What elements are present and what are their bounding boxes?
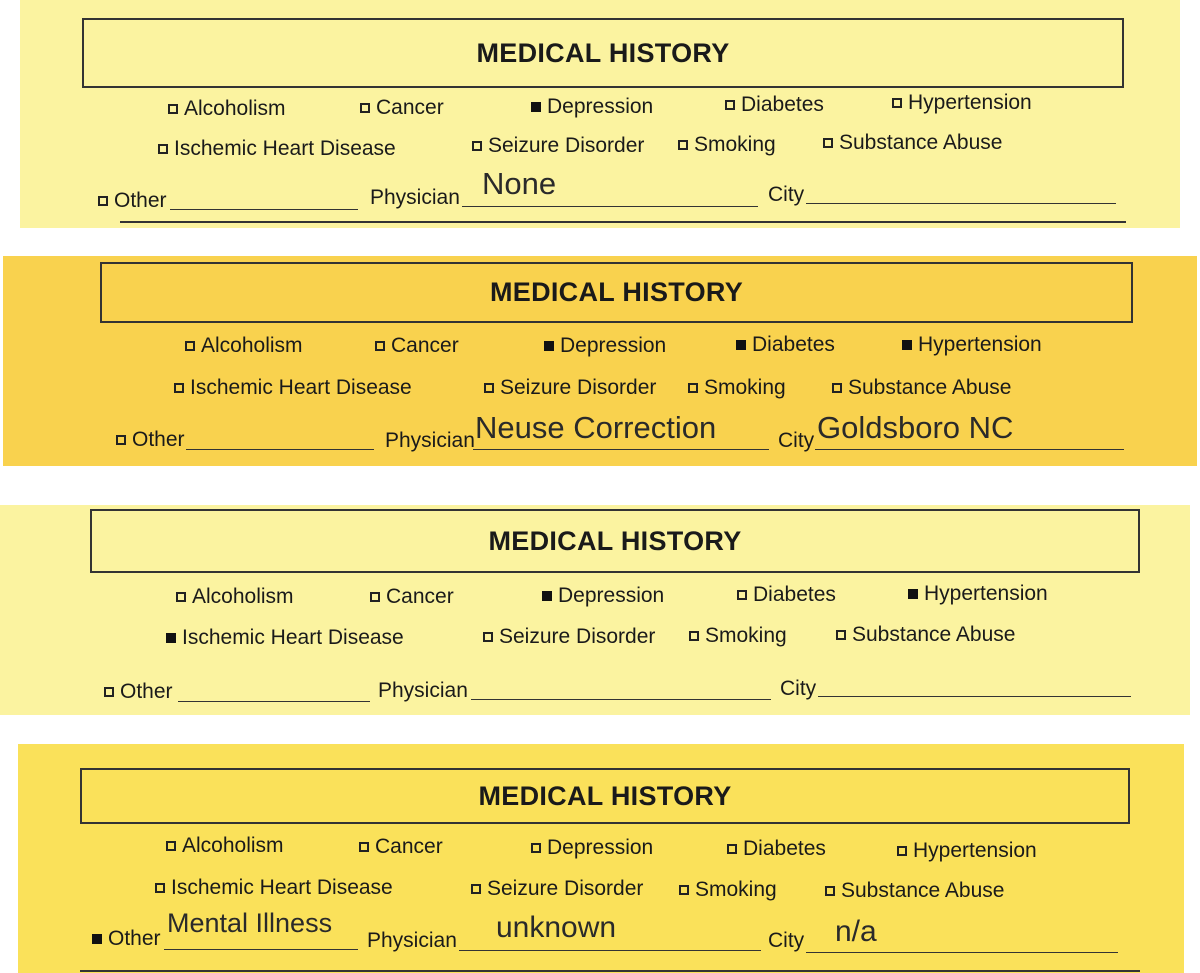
checkbox-icon[interactable]: [98, 196, 108, 206]
checkbox-icon[interactable]: [104, 687, 114, 697]
physician-line: [462, 206, 758, 207]
option-label: Depression: [547, 95, 654, 118]
city-line: [818, 696, 1131, 697]
option-label: Alcoholism: [192, 585, 294, 608]
option-label: Ischemic Heart Disease: [174, 137, 396, 160]
checkbox-smoking[interactable]: [689, 624, 787, 648]
checkbox-cancer[interactable]: [360, 96, 444, 120]
medical-history-form-2: [3, 256, 1197, 466]
other-line: [164, 949, 358, 950]
section-title: MEDICAL HISTORY: [80, 768, 1130, 824]
option-label: Seizure Disorder: [499, 625, 656, 648]
checkbox-icon[interactable]: [166, 841, 176, 851]
checkbox-cancer[interactable]: [375, 334, 459, 358]
section-title: MEDICAL HISTORY: [100, 262, 1133, 323]
city-value[interactable]: n/a: [835, 915, 877, 948]
other-line: [170, 209, 358, 210]
option-label: Diabetes: [741, 93, 824, 116]
option-label: Other: [108, 927, 161, 950]
physician-value[interactable]: None: [482, 166, 557, 201]
checkbox-alcoholism[interactable]: [176, 585, 294, 609]
checkbox-icon[interactable]: [155, 883, 165, 893]
city-label: City: [780, 677, 817, 700]
option-label: Substance Abuse: [841, 879, 1005, 902]
checkbox-substance-abuse[interactable]: [823, 131, 1002, 155]
option-label: Depression: [547, 836, 654, 859]
option-label: Smoking: [705, 624, 787, 647]
checkbox-smoking[interactable]: [678, 133, 776, 157]
section-title: MEDICAL HISTORY: [82, 18, 1124, 88]
checkbox-icon[interactable]: [892, 98, 902, 108]
checkbox-diabetes[interactable]: [737, 583, 836, 607]
option-label: Cancer: [386, 585, 454, 608]
checkbox-hypertension[interactable]: [897, 839, 1037, 863]
checkbox-icon[interactable]: [359, 842, 369, 852]
option-label: Smoking: [695, 878, 777, 901]
option-label: Alcoholism: [184, 97, 286, 120]
checkbox-icon[interactable]: [832, 383, 842, 393]
physician-line: [459, 950, 761, 951]
checkbox-icon[interactable]: [737, 590, 747, 600]
physician-line: [473, 449, 769, 450]
checkbox-icon[interactable]: [902, 340, 912, 350]
checkbox-depression[interactable]: [531, 95, 653, 119]
option-label: Ischemic Heart Disease: [190, 376, 412, 399]
checkbox-cancer[interactable]: [370, 585, 454, 609]
physician-label: Physician: [385, 429, 475, 452]
medical-history-form-1: [20, 0, 1180, 228]
checkbox-icon[interactable]: [484, 383, 494, 393]
checkbox-icon[interactable]: [360, 103, 370, 113]
checkbox-seizure-disorder[interactable]: [472, 134, 644, 158]
checkbox-hypertension[interactable]: [892, 91, 1032, 115]
option-label: Other: [114, 189, 167, 212]
checkbox-alcoholism[interactable]: [166, 834, 284, 858]
option-label: Substance Abuse: [839, 131, 1003, 154]
city-label: City: [768, 183, 805, 206]
checkbox-icon[interactable]: [166, 633, 176, 643]
option-label: Hypertension: [913, 839, 1037, 862]
checkbox-icon[interactable]: [836, 630, 846, 640]
option-label: Other: [120, 680, 173, 703]
option-label: Cancer: [391, 334, 459, 357]
option-label: Cancer: [375, 835, 443, 858]
option-label: Smoking: [694, 133, 776, 156]
checkbox-icon[interactable]: [471, 884, 481, 894]
section-title: MEDICAL HISTORY: [90, 509, 1140, 573]
checkbox-substance-abuse[interactable]: [832, 376, 1011, 400]
checkbox-icon[interactable]: [678, 140, 688, 150]
checkbox-icon[interactable]: [679, 885, 689, 895]
checkbox-icon[interactable]: [116, 435, 126, 445]
checkbox-ischemic-heart-disease[interactable]: [155, 876, 393, 900]
physician-line: [471, 699, 771, 700]
checkbox-icon[interactable]: [689, 631, 699, 641]
checkbox-seizure-disorder[interactable]: [483, 625, 655, 649]
medical-history-form-3: [0, 505, 1190, 715]
checkbox-substance-abuse[interactable]: [836, 623, 1015, 647]
checkbox-icon[interactable]: [174, 383, 184, 393]
checkbox-icon[interactable]: [727, 844, 737, 854]
checkbox-icon[interactable]: [472, 141, 482, 151]
physician-label: Physician: [370, 186, 460, 209]
checkbox-ischemic-heart-disease[interactable]: [174, 376, 412, 400]
checkbox-icon[interactable]: [725, 100, 735, 110]
option-label: Other: [132, 428, 185, 451]
option-label: Depression: [560, 334, 667, 357]
checkbox-icon[interactable]: [531, 843, 541, 853]
checkbox-alcoholism[interactable]: [185, 334, 303, 358]
checkbox-icon[interactable]: [158, 144, 168, 154]
checkbox-icon[interactable]: [92, 934, 102, 944]
option-label: Ischemic Heart Disease: [182, 626, 404, 649]
checkbox-seizure-disorder[interactable]: [471, 877, 643, 901]
option-label: Substance Abuse: [852, 623, 1016, 646]
option-label: Diabetes: [753, 583, 836, 606]
city-line: [815, 449, 1124, 450]
checkbox-icon[interactable]: [736, 340, 746, 350]
option-label: Alcoholism: [182, 834, 284, 857]
checkbox-icon[interactable]: [370, 592, 380, 602]
option-label: Cancer: [376, 96, 444, 119]
option-label: Seizure Disorder: [500, 376, 657, 399]
checkbox-substance-abuse[interactable]: [825, 879, 1004, 903]
checkbox-other[interactable]: [92, 927, 161, 951]
checkbox-hypertension[interactable]: [908, 582, 1048, 606]
option-label: Depression: [558, 584, 665, 607]
checkbox-icon[interactable]: [531, 102, 541, 112]
checkbox-other[interactable]: [116, 428, 185, 452]
checkbox-other[interactable]: [104, 680, 173, 704]
physician-label: Physician: [367, 929, 457, 952]
checkbox-cancer[interactable]: [359, 835, 443, 859]
physician-value[interactable]: unknown: [496, 911, 617, 944]
checkbox-ischemic-heart-disease[interactable]: [166, 626, 404, 650]
checkbox-icon[interactable]: [375, 341, 385, 351]
option-label: Diabetes: [743, 837, 826, 860]
checkbox-other[interactable]: [98, 189, 167, 213]
city-line: [806, 203, 1116, 204]
option-label: Substance Abuse: [848, 376, 1012, 399]
option-label: Alcoholism: [201, 334, 303, 357]
option-label: Seizure Disorder: [488, 134, 645, 157]
section-divider: [80, 970, 1140, 972]
physician-value[interactable]: Neuse Correction: [475, 410, 717, 445]
checkbox-diabetes[interactable]: [727, 837, 826, 861]
checkbox-icon[interactable]: [908, 589, 918, 599]
section-divider: [120, 221, 1126, 223]
checkbox-seizure-disorder[interactable]: [484, 376, 656, 400]
checkbox-icon[interactable]: [185, 341, 195, 351]
city-line: [806, 952, 1118, 953]
checkbox-icon[interactable]: [897, 846, 907, 856]
physician-label: Physician: [378, 679, 468, 702]
city-label: City: [778, 429, 815, 452]
option-label: Hypertension: [918, 333, 1042, 356]
option-label: Ischemic Heart Disease: [171, 876, 393, 899]
checkbox-icon[interactable]: [168, 104, 178, 114]
checkbox-icon[interactable]: [825, 886, 835, 896]
checkbox-diabetes[interactable]: [725, 93, 824, 117]
checkbox-icon[interactable]: [544, 341, 554, 351]
checkbox-icon[interactable]: [542, 591, 552, 601]
city-label: City: [768, 929, 805, 952]
checkbox-icon[interactable]: [823, 138, 833, 148]
option-label: Hypertension: [908, 91, 1032, 114]
other-line: [186, 449, 374, 450]
checkbox-hypertension[interactable]: [902, 333, 1042, 357]
option-label: Seizure Disorder: [487, 877, 644, 900]
checkbox-depression[interactable]: [542, 584, 664, 608]
option-label: Hypertension: [924, 582, 1048, 605]
checkbox-icon[interactable]: [176, 592, 186, 602]
checkbox-alcoholism[interactable]: [168, 97, 286, 121]
checkbox-diabetes[interactable]: [736, 333, 835, 357]
checkbox-ischemic-heart-disease[interactable]: [158, 137, 396, 161]
city-value[interactable]: Goldsboro NC: [817, 410, 1014, 445]
checkbox-depression[interactable]: [544, 334, 666, 358]
other-line: [178, 701, 370, 702]
medical-history-form-4: [18, 744, 1184, 973]
checkbox-depression[interactable]: [531, 836, 653, 860]
option-label: Smoking: [704, 376, 786, 399]
checkbox-icon[interactable]: [688, 383, 698, 393]
checkbox-smoking[interactable]: [688, 376, 786, 400]
checkbox-icon[interactable]: [483, 632, 493, 642]
option-label: Diabetes: [752, 333, 835, 356]
checkbox-smoking[interactable]: [679, 878, 777, 902]
other-value[interactable]: Mental Illness: [167, 908, 333, 938]
